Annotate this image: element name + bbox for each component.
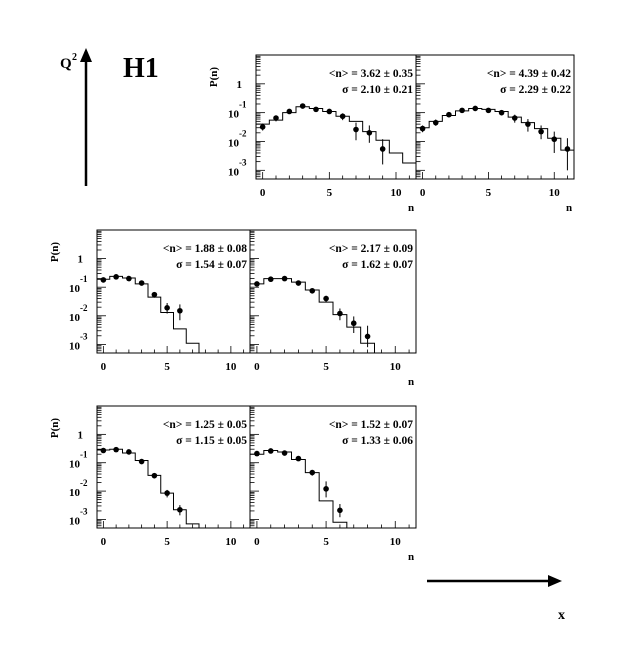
data-point [268,276,274,282]
y-tick-label: 10 [228,137,239,150]
data-point [126,449,132,455]
data-point [113,274,119,280]
data-point [164,305,170,311]
x-tick-label: 0 [259,187,266,199]
x-axis-arrow [427,575,562,587]
data-point [337,311,343,317]
x-tick-label: 10 [225,536,237,548]
data-point [139,280,145,286]
y-tick-label: 1 [77,429,83,442]
data-point [512,115,518,121]
sigma-annotation: σ = 2.10 ± 0.21 [342,84,413,96]
data-point [380,146,386,152]
x-tick-label: 0 [100,536,107,548]
data-point [365,334,371,340]
y-axis-label: P(n) [49,417,61,439]
data-point [353,127,359,133]
y-tick-exponent: -3 [80,506,88,517]
x-axis-label: n [408,202,415,214]
y-axis-label: P(n) [49,241,61,263]
data-point [309,288,315,294]
y-tick-label: 1 [77,253,83,266]
y-tick-label: 10 [69,283,80,296]
sigma-annotation: σ = 2.29 ± 0.22 [500,84,571,96]
panel-contents [256,103,416,179]
data-point [499,110,505,116]
panel-contents [250,276,375,353]
panel-row2-right [250,230,416,388]
x-tick-label: 0 [419,187,426,199]
x-tick-label: 10 [390,187,402,199]
model-histogram [97,276,199,353]
y-tick-exponent: -2 [239,128,247,139]
x-tick-label: 10 [389,536,401,548]
y-tick-label: 10 [69,340,80,353]
data-point [254,451,260,457]
q2-axis-arrow [80,48,92,186]
y-tick-exponent: -1 [239,99,247,110]
y-tick-label: 10 [69,311,80,324]
y-tick-exponent: -3 [239,157,247,168]
panel-contents [97,447,199,528]
y-tick-exponent: -2 [80,478,88,489]
y-tick-label: 10 [69,458,80,471]
x-tick-label: 0 [254,536,260,548]
x-tick-label: 5 [323,536,329,548]
data-point [260,124,266,130]
panel-contents [416,106,574,179]
y-axis-label: P(n) [208,66,220,88]
data-point [551,136,557,142]
data-point [323,296,329,302]
data-point [367,130,373,136]
data-point [433,120,439,126]
x-tick-label: 5 [164,361,170,373]
data-point [538,129,544,135]
x-tick-label: 10 [548,187,560,199]
x-tick-label: 5 [164,536,170,548]
sigma-annotation: σ = 1.15 ± 0.05 [176,435,247,447]
data-point [287,109,293,115]
model-histogram [97,449,199,528]
x-tick-label: 0 [100,361,107,373]
y-tick-label: 10 [69,487,80,500]
data-point [323,486,329,492]
mean-annotation: <n> = 1.52 ± 0.07 [328,419,413,431]
data-point [446,112,452,118]
q2-axis-label: Q [60,56,72,72]
mean-annotation: <n> = 1.25 ± 0.05 [162,419,247,431]
panel-row1-left [208,55,416,214]
panel-grid [49,55,574,563]
x-axis-label: n [408,551,415,563]
data-point [459,108,465,114]
y-tick-exponent: -2 [80,302,88,313]
panel-contents [250,448,347,528]
x-tick-label: 0 [254,361,260,373]
mean-annotation: <n> = 3.62 ± 0.35 [328,68,413,80]
x-tick-label: 5 [485,187,492,199]
data-point [296,280,302,286]
x-axis-label: x [558,608,565,623]
panel-row1-right [416,55,574,214]
x-tick-label: 5 [323,361,329,373]
data-point [351,320,357,326]
panel-contents [97,274,199,353]
x-tick-label: 5 [326,187,333,199]
mean-annotation: <n> = 2.17 ± 0.09 [328,243,413,255]
model-histogram [250,279,375,353]
y-tick-label: 10 [69,515,80,528]
data-point [101,277,107,283]
y-tick-label: 10 [228,108,239,121]
x-tick-label: 10 [389,361,401,373]
data-point [282,450,288,456]
data-point [139,459,145,465]
model-histogram [250,450,347,528]
data-point [177,308,183,314]
x-axis-label: n [408,376,415,388]
data-point [420,126,426,132]
data-point [337,508,343,514]
x-tick-label: 10 [225,361,237,373]
q2-axis-superscript: 2 [72,52,77,63]
y-tick-label: 1 [236,78,242,91]
y-tick-label: 10 [228,166,239,179]
data-point [313,107,319,113]
experiment-label: H1 [123,53,159,84]
data-point [296,456,302,462]
panel-row3-right [250,406,416,563]
data-point [126,276,132,282]
data-point [300,103,306,109]
data-point [565,146,571,152]
mean-annotation: <n> = 4.39 ± 0.42 [486,68,571,80]
y-tick-exponent: -1 [80,449,88,460]
panel-row3-left [49,406,250,548]
data-point [486,108,492,114]
data-point [152,292,158,298]
y-tick-exponent: -1 [80,274,88,285]
x-axis-label: n [566,202,573,214]
y-tick-exponent: -3 [80,331,88,342]
sigma-annotation: σ = 1.54 ± 0.07 [176,259,247,271]
sigma-annotation: σ = 1.33 ± 0.06 [342,435,413,447]
sigma-annotation: σ = 1.62 ± 0.07 [342,259,413,271]
mean-annotation: <n> = 1.88 ± 0.08 [162,243,247,255]
panel-row2-left [49,230,250,373]
model-histogram [416,108,574,179]
model-histogram [256,107,416,179]
